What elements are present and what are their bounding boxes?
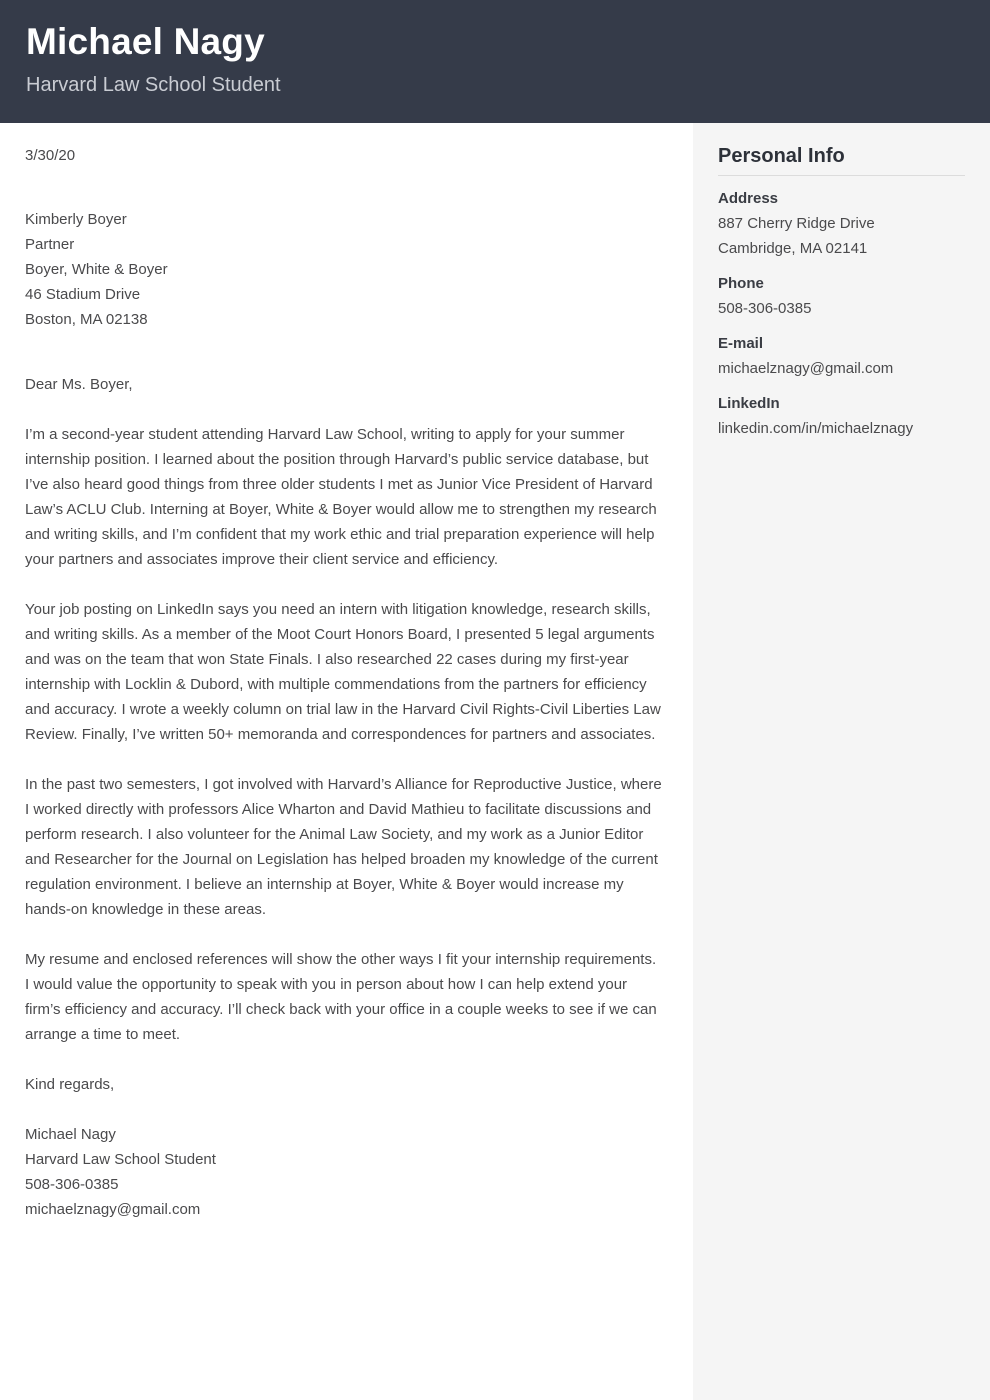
personal-info-heading: Personal Info [718,143,965,176]
content-row [0,123,990,1400]
letter-paragraphs [25,422,663,1047]
letter-paragraph: My resume and enclosed references will show the other ways I fit your internship requirements. I would value the opportunity to speak with you in person about how I can help extend your firm’s efficiency and accuracy. I’ll check back with your office in a couple weeks to see if we can arrange a time to meet. [25,951,657,1043]
personal-info-sections [718,186,965,441]
recipient-line: Boston, MA 02138 [25,311,148,328]
candidate-name: Michael Nagy [26,21,265,62]
closing: Kind regards, [25,1076,115,1093]
info-label: LinkedIn [718,395,780,412]
recipient-line: Boyer, White & Boyer [25,261,168,278]
recipient-line: Partner [25,236,75,253]
candidate-title: Harvard Law School Student [26,74,281,96]
personal-info-panel [693,123,990,1400]
personal-info-section [718,331,965,381]
info-values [718,296,965,321]
personal-info-section [718,186,965,261]
letter-date: 3/30/20 [25,147,76,164]
letter-body [0,123,693,1400]
personal-info-section [718,271,965,321]
recipient-block [25,207,663,332]
info-value: linkedin.com/in/michaelznagy [718,420,914,437]
letter-header [0,0,990,123]
signature-block [25,1122,663,1222]
info-value: michaelznagy@gmail.com [718,360,894,377]
info-values [718,416,965,441]
letter-paragraph: I’m a second-year student attending Harvard Law School, writing to apply for your summer internship position. I learned about the position through Harvard’s public service database, but I’ve also heard good things from three older students I met as Junior Vice President of Harvard Law’s ACLU Club. Interning at Boyer, White & Boyer would allow me to strengthen my research and writing skills, and I’m confident that my work ethic and trial preparation experience will help your partners and associates improve their client service and efficiency. [25,426,657,568]
recipient-line: Kimberly Boyer [25,211,127,228]
info-label: Phone [718,275,764,292]
personal-info-section [718,391,965,441]
recipient-line: 46 Stadium Drive [25,286,141,303]
info-label: E-mail [718,335,764,352]
letter-paragraph: Your job posting on LinkedIn says you need an intern with litigation knowledge, research skills, and writing skills. As a member of the Moot Court Honors Board, I presented 5 legal arguments and was on the team that won State Finals. I also researched 22 cases during my first-year internship with Locklin & Dubord, with multiple commendations from the partners for efficiency and accuracy. I wrote a weekly column on trial law in the Harvard Civil Rights-Civil Liberties Law Review. Finally, I’ve written 50+ memoranda and correspondences for partners and associates. [25,601,661,743]
signature-line: Harvard Law School Student [25,1151,216,1168]
signature-line: michaelznagy@gmail.com [25,1201,201,1218]
info-values [718,356,965,381]
salutation: Dear Ms. Boyer, [25,376,133,393]
info-value: 887 Cherry Ridge Drive [718,215,875,232]
info-values [718,211,965,261]
signature-line: Michael Nagy [25,1126,116,1143]
signature-line: 508-306-0385 [25,1176,119,1193]
info-label: Address [718,190,779,207]
letter-paragraph: In the past two semesters, I got involved with Harvard’s Alliance for Reproductive Justice, where I worked directly with professors Alice Wharton and David Mathieu to facilitate discussions and perform research. I also volunteer for the Animal Law Society, and my work as a Junior Editor and Researcher for the Journal on Legislation has helped broaden my knowledge of the current regulation environment. I believe an internship at Boyer, White & Boyer would increase my hands-on knowledge in these areas. [25,776,662,918]
info-value: 508-306-0385 [718,300,812,317]
info-value: Cambridge, MA 02141 [718,240,868,257]
